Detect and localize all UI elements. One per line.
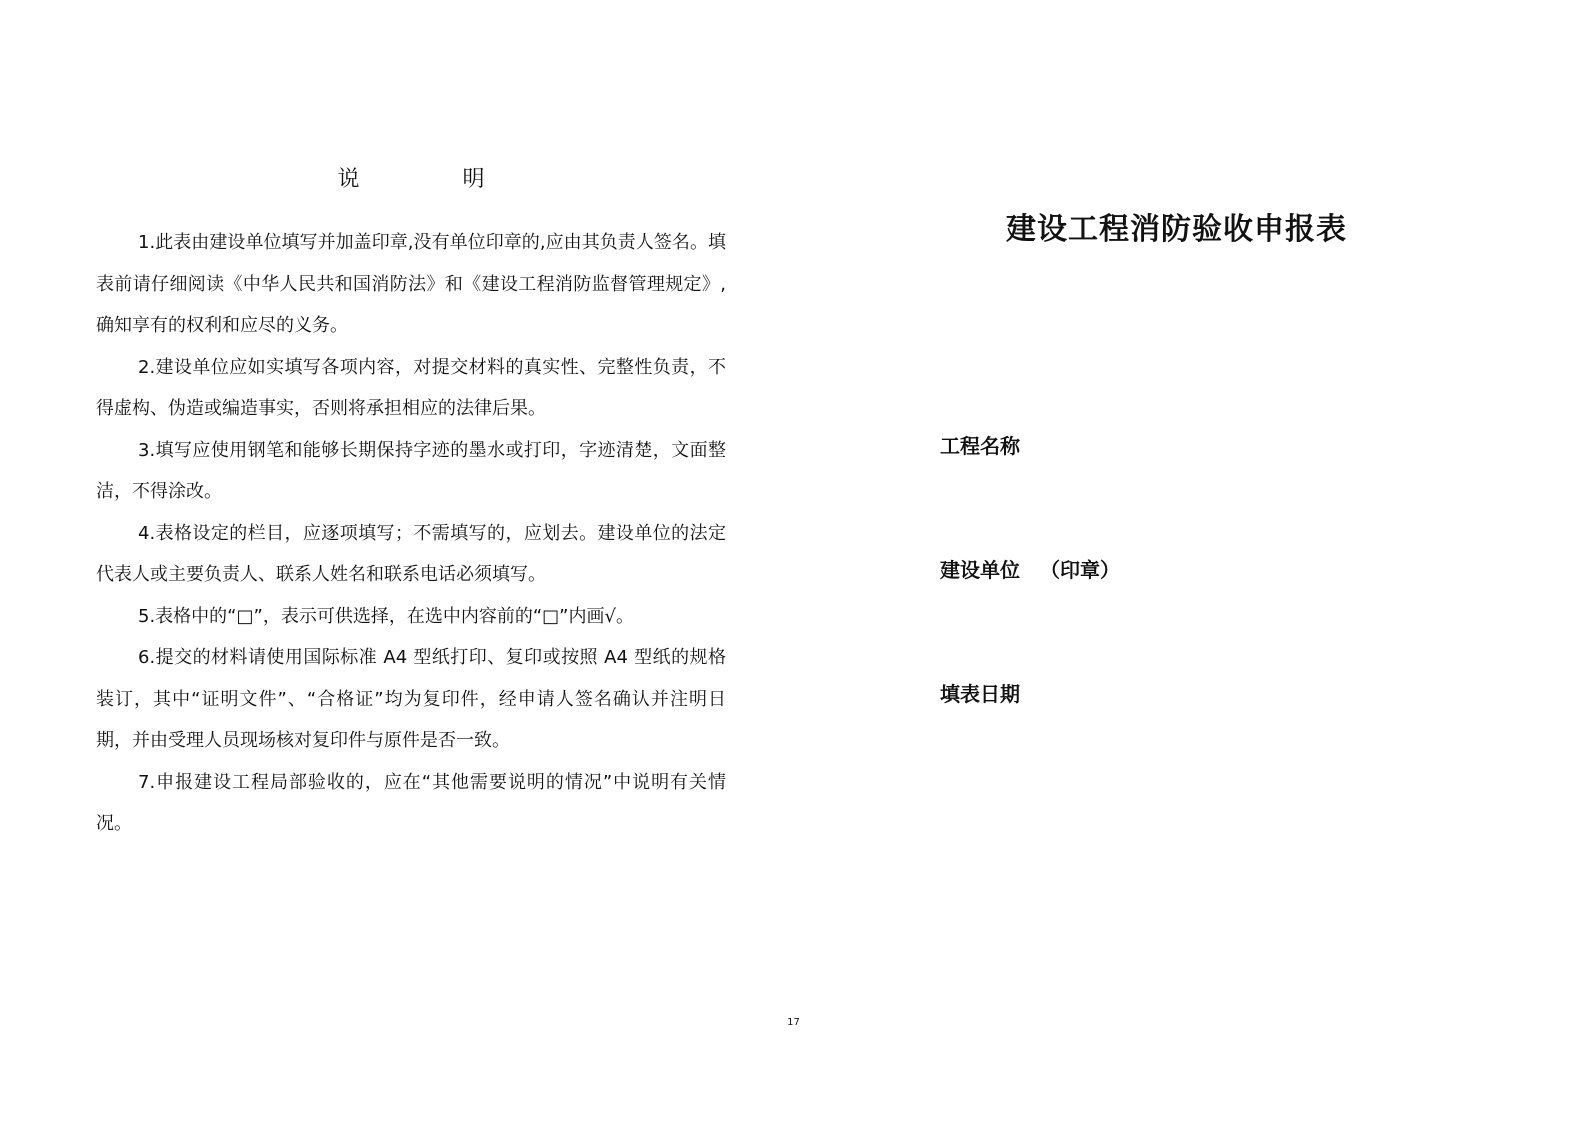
form-title: 建设工程消防验收申报表 [1006, 212, 1347, 247]
instruction-item-3: 3.填写应使用钢笔和能够长期保持字迹的墨水或打印，字迹清楚，文面整洁，不得涂改。 [96, 439, 726, 502]
instructions-title: 说 明 [337, 167, 533, 192]
instruction-item-7: 7.申报建设工程局部验收的，应在“其他需要说明的情况”中说明有关情况。 [96, 771, 726, 834]
project-name-field [940, 431, 1020, 461]
fill-date-label: 填表日期 [940, 682, 1020, 706]
construction-unit-label: 建设单位 [940, 558, 1020, 582]
form-cover-page [940, 205, 1500, 706]
instruction-item-4: 4.表格设定的栏目，应逐项填写；不需填写的，应划去。建设单位的法定代表人或主要负责人、联系人姓名和联系电话必须填写。 [96, 522, 726, 585]
instruction-item-2: 2.建设单位应如实填写各项内容，对提交材料的真实性、完整性负责，不得虚构、伪造或编造事实，否则将承担相应的法律后果。 [96, 356, 726, 419]
instruction-item-1: 1.此表由建设单位填写并加盖印章,没有单位印章的,应由其负责人签名。填表前请仔细阅读《中华人民共和国消防法》和《建设工程消防监督管理规定》,确知享有的权利和应尽的义务。 [96, 232, 726, 336]
construction-unit-field [940, 555, 1120, 585]
instruction-item-6: 6.提交的材料请使用国际标准 A4 型纸打印、复印或按照 A4 型纸的规格装订，其中“证明文件”、“合格证”均为复印件，经申请人签名确认并注明日期，并由受理人员现场核对复印件与原件是否一致。 [96, 647, 726, 751]
page-number: 17 [787, 1017, 800, 1028]
project-name-label: 工程名称 [940, 434, 1020, 458]
seal-label: （印章） [1040, 558, 1120, 582]
instructions-page [96, 160, 726, 845]
fill-date-field [940, 679, 1020, 709]
instruction-item-5: 5.表格中的“□”，表示可供选择，在选中内容前的“□”内画√。 [138, 605, 634, 627]
